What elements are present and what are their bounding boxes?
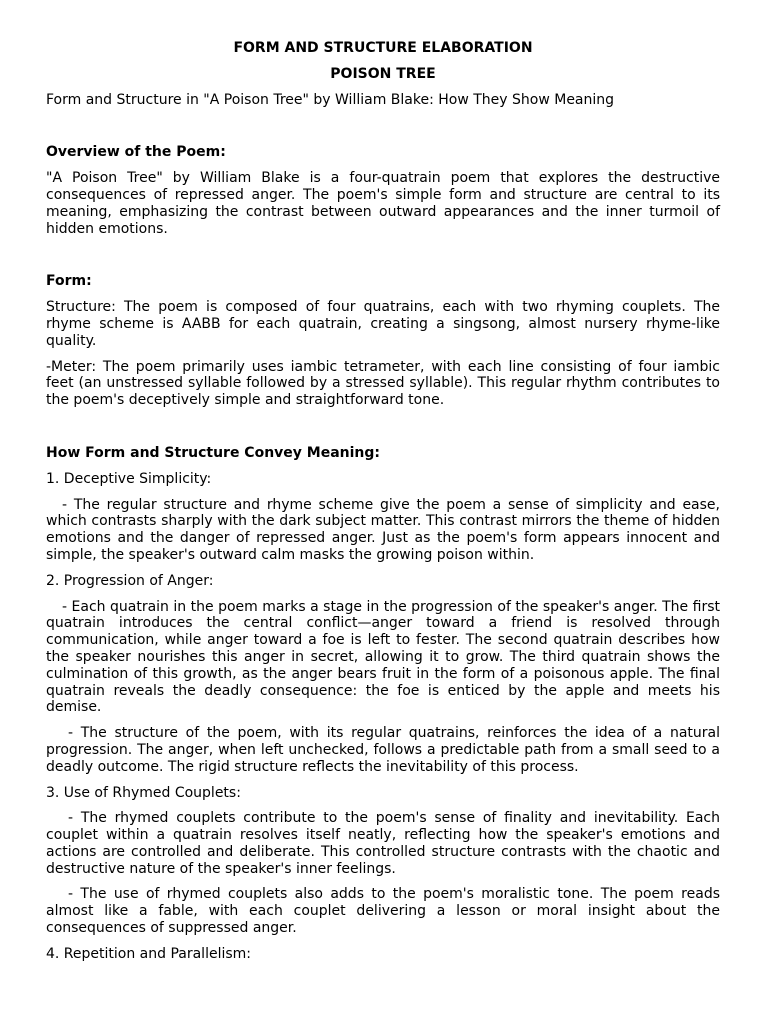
item-title: 2. Progression of Anger: <box>46 572 214 589</box>
overview-heading: Overview of the Poem: <box>46 144 226 161</box>
item-paragraph: - Each quatrain in the poem marks a stage in the progression of the speaker's anger. The first quatrain introduces the central conflict—anger toward a friend is resolved through communication, while anger toward a foe is left to fester. The second quatrain describes how the speaker nourishes this anger in secret, allowing it to grow. The third quatrain shows the culmination of this growth, as the anger bears fruit in the form of a poisonous apple. The final quatrain reveals the deadly consequence: the foe is enticed by the apple and meets his demise. <box>46 598 720 716</box>
item-paragraph: - The use of rhymed couplets also adds to the poem's moralistic tone. The poem reads almost like a fable, with each couplet delivering a lesson or moral insight about the consequences of suppressed anger. <box>46 886 720 937</box>
document-page <box>46 40 720 963</box>
item-title: 3. Use of Rhymed Couplets: <box>46 784 241 801</box>
poem-title: POISON TREE <box>330 65 436 82</box>
item-paragraph: - The regular structure and rhyme scheme give the poem a sense of simplicity and ease, which contrasts sharply with the dark subject matter. This contrast mirrors the theme of hidden emotions and the danger of repressed anger. Just as the poem's form appears innocent and simple, the speaker's outward calm masks the growing poison within. <box>46 496 720 563</box>
overview-text: "A Poison Tree" by William Blake is a four-quatrain poem that explores the destructive consequences of repressed anger. The poem's simple form and structure are central to its meaning, emphasizing the contrast between outward appearances and the inner turmoil of hidden emotions. <box>46 170 720 237</box>
item-title: 4. Repetition and Parallelism: <box>46 945 252 962</box>
item-paragraph: - The structure of the poem, with its regular quatrains, reinforces the idea of a natural progression. The anger, when left unchecked, follows a predictable path from a small seed to a deadly outcome. The rigid structure reflects the inevitability of this process. <box>46 725 720 775</box>
intro-line: Form and Structure in "A Poison Tree" by William Blake: How They Show Meaning <box>46 91 615 108</box>
item-paragraph: - The rhymed couplets contribute to the poem's sense of finality and inevitability. Each couplet within a quatrain resolves itself neatly, reflecting how the speaker's emotions and actions are controlled and deliberate. This controlled structure contrasts with the chaotic and destructive nature of the speaker's inner feelings. <box>46 810 720 877</box>
form-meter-text: -Meter: The poem primarily uses iambic tetrameter, with each line consisting of four iambic feet (an unstressed syllable followed by a stressed syllable). This regular rhythm contributes to the poem's deceptively simple and straightforward tone. <box>46 358 720 409</box>
form-structure-text: Structure: The poem is composed of four quatrains, each with two rhyming couplets. The rhyme scheme is AABB for each quatrain, creating a singsong, almost nursery rhyme-like quality. <box>46 299 720 349</box>
form-heading: Form: <box>46 273 92 290</box>
meaning-heading: How Form and Structure Convey Meaning: <box>46 444 381 461</box>
item-title: 1. Deceptive Simplicity: <box>46 470 212 487</box>
document-title: FORM AND STRUCTURE ELABORATION <box>233 40 533 56</box>
